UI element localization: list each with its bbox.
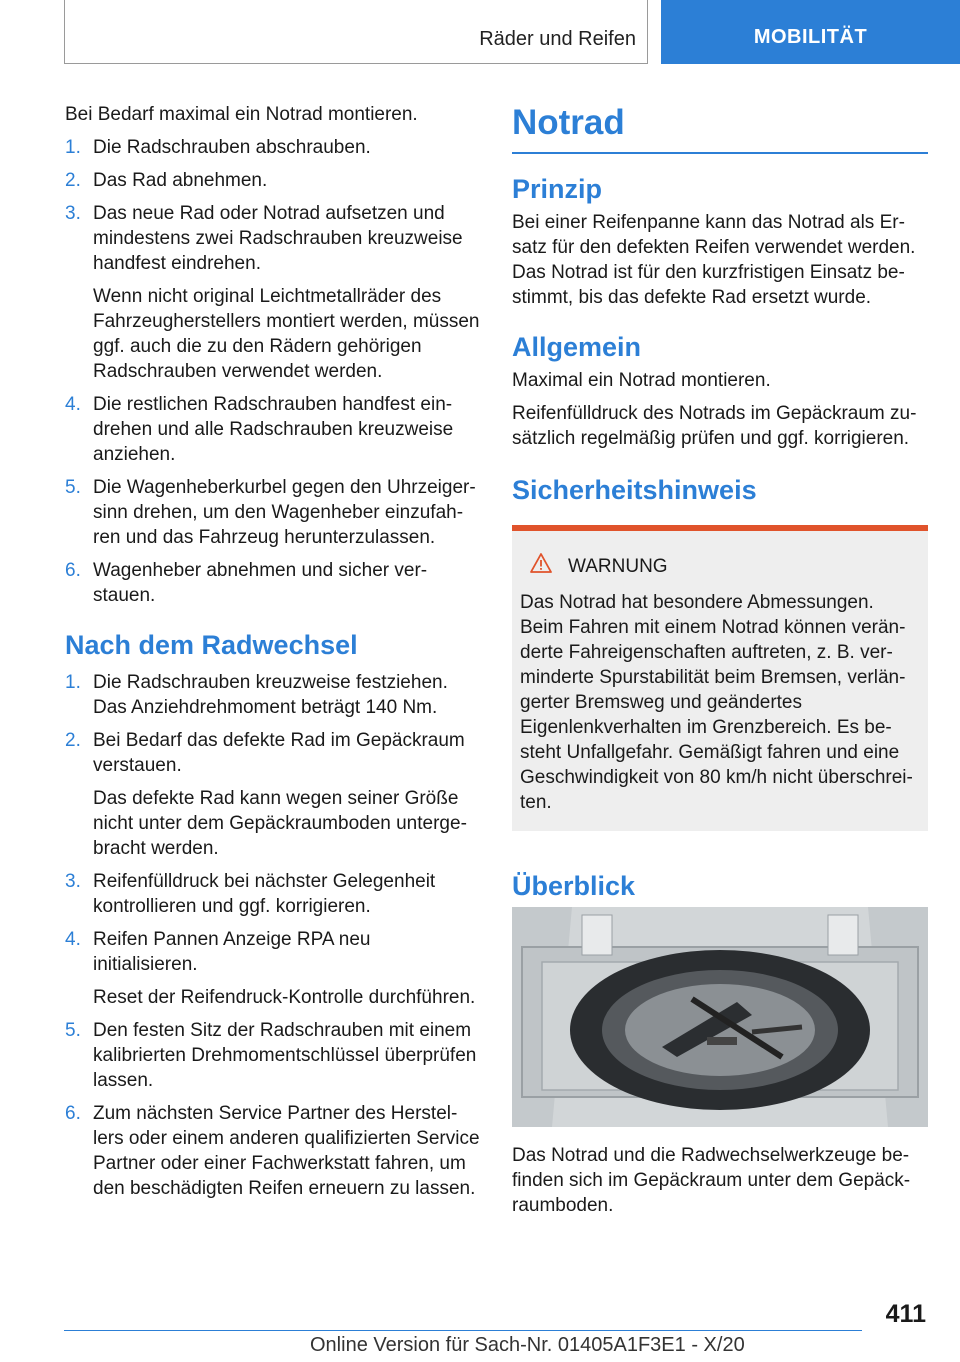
step-number: 1. bbox=[65, 672, 81, 693]
step-number: 5. bbox=[65, 477, 81, 498]
right-column bbox=[512, 102, 928, 1226]
allgemein-text-2: Reifenfülldruck des Notrads im Gepäckraum zusätzlich regelmäßig prüfen und ggf. korrigieren. bbox=[512, 403, 917, 449]
step-text: Die Wagenheberkurbel gegen den Uhrzeigersinn drehen, um den Wagenheber einzufahren und das Fahrzeug herunterzulassen. bbox=[93, 477, 476, 548]
step-text: Bei Bedarf das defekte Rad im Gepäckraum verstauen. bbox=[93, 730, 465, 776]
page-number: 411 bbox=[885, 1300, 926, 1328]
title-divider bbox=[512, 152, 928, 154]
warning-text: Das Notrad hat besondere Abmessungen. Beim Fahren mit einem Notrad können veränderte Fahreigenschaften auftreten, z. B. verminderte Spurstabilität beim Bremsen, verlängerter Bremsweg und geändertes Eigenlenkverhalten im Grenzbereich. Es besteht Unfallgefahr. Gemäßigt fahren und eine Geschwindigkeit von 80 km/h nicht überschreiten. bbox=[520, 592, 913, 813]
warning-header bbox=[520, 553, 920, 580]
left-column bbox=[65, 102, 480, 1209]
warning-triangle-icon bbox=[530, 553, 552, 580]
prinzip-heading: Prinzip bbox=[512, 174, 603, 204]
prinzip-text: Bei einer Reifenpanne kann das Notrad als Ersatz für den defekten Reifen verwendet werden. Das Notrad ist für den kurzfristigen Einsatz bestimmt, bis das defekte Rad ersetzt wurde. bbox=[512, 212, 916, 308]
step-number: 2. bbox=[65, 730, 81, 751]
list-item bbox=[65, 728, 480, 861]
list-item bbox=[65, 1101, 480, 1201]
step-number: 6. bbox=[65, 560, 81, 581]
step-number: 3. bbox=[65, 203, 81, 224]
list-item bbox=[65, 475, 480, 550]
list-item bbox=[65, 135, 480, 160]
step-text: Reifen Pannen Anzeige RPA neu initialisieren. bbox=[93, 929, 371, 975]
safety-heading: Sicherheitshinweis bbox=[512, 475, 757, 505]
list-item bbox=[65, 670, 480, 720]
step-number: 5. bbox=[65, 1020, 81, 1041]
step-subtext: Das defekte Rad kann wegen seiner Größe nicht unter dem Gepäckraumboden untergebracht werden. bbox=[93, 788, 467, 859]
warning-label: WARNUNG bbox=[568, 556, 668, 577]
step-number: 4. bbox=[65, 394, 81, 415]
spare-wheel-illustration bbox=[512, 907, 928, 1127]
list-item bbox=[65, 168, 480, 193]
header-chapter-tab[interactable]: MOBILITÄT bbox=[661, 0, 960, 64]
footer-version-text: Online Version für Sach-Nr. 01405A1F3E1 - X/20 bbox=[310, 1334, 745, 1356]
overview-heading: Überblick bbox=[512, 871, 636, 901]
step-number: 4. bbox=[65, 929, 81, 950]
step-text: Das Rad abnehmen. bbox=[93, 170, 268, 191]
step-text: Den festen Sitz der Radschrauben mit einem kalibrierten Drehmomentschlüssel überprüfen lassen. bbox=[93, 1020, 477, 1091]
step-text: Die Radschrauben abschrauben. bbox=[93, 137, 371, 158]
warning-box bbox=[512, 525, 928, 831]
list-item bbox=[65, 869, 480, 919]
footer-divider bbox=[64, 1330, 862, 1331]
step-number: 3. bbox=[65, 871, 81, 892]
step-number: 1. bbox=[65, 137, 81, 158]
list-item bbox=[65, 558, 480, 608]
step-number: 2. bbox=[65, 170, 81, 191]
step-text: Wagenheber abnehmen und sicher verstauen. bbox=[93, 560, 428, 606]
step-text: Reifenfülldruck bei nächster Gelegenheit kontrollieren und ggf. korrigieren. bbox=[93, 871, 436, 917]
list-item bbox=[65, 927, 480, 1010]
allgemein-heading: Allgemein bbox=[512, 332, 642, 362]
intro-text: Bei Bedarf maximal ein Notrad montieren. bbox=[65, 104, 418, 125]
allgemein-text-1: Maximal ein Notrad montieren. bbox=[512, 370, 771, 391]
header-section-title: Räder und Reifen bbox=[479, 28, 636, 50]
step-number: 6. bbox=[65, 1103, 81, 1124]
step-subtext: Reset der Reifendruck-Kontrolle durchführen. bbox=[93, 987, 476, 1008]
list-item bbox=[65, 1018, 480, 1093]
page-title: Notrad bbox=[512, 103, 625, 142]
step-text: Die restlichen Radschrauben handfest eindrehen und alle Radschrauben kreuzweise anziehen. bbox=[93, 394, 454, 465]
after-change-heading: Nach dem Radwechsel bbox=[65, 630, 358, 660]
step-subtext: Wenn nicht original Leichtmetallräder des Fahrzeugherstellers montiert werden, müssen ggf. auch die zu den Rädern gehörigen Radschrauben verwendet werden. bbox=[93, 286, 480, 382]
step-text: Die Radschrauben kreuzweise festziehen. Das Anziehdrehmoment beträgt 140 Nm. bbox=[93, 672, 448, 718]
step-text: Das neue Rad oder Notrad aufsetzen und mindestens zwei Radschrauben kreuzweise handfest eindrehen. bbox=[93, 203, 463, 274]
wheel-change-steps bbox=[65, 135, 480, 608]
step-text: Zum nächsten Service Partner des Herstellers oder einem anderen qualifizierten Service Partner oder einer Fachwerkstatt fahren, um den beschädigten Reifen erneuern zu lassen. bbox=[93, 1103, 480, 1199]
image-caption: Das Notrad und die Radwechselwerkzeuge befinden sich im Gepäckraum unter dem Gepäckraumboden. bbox=[512, 1145, 911, 1216]
list-item bbox=[65, 201, 480, 384]
after-change-steps bbox=[65, 670, 480, 1201]
list-item bbox=[65, 392, 480, 467]
